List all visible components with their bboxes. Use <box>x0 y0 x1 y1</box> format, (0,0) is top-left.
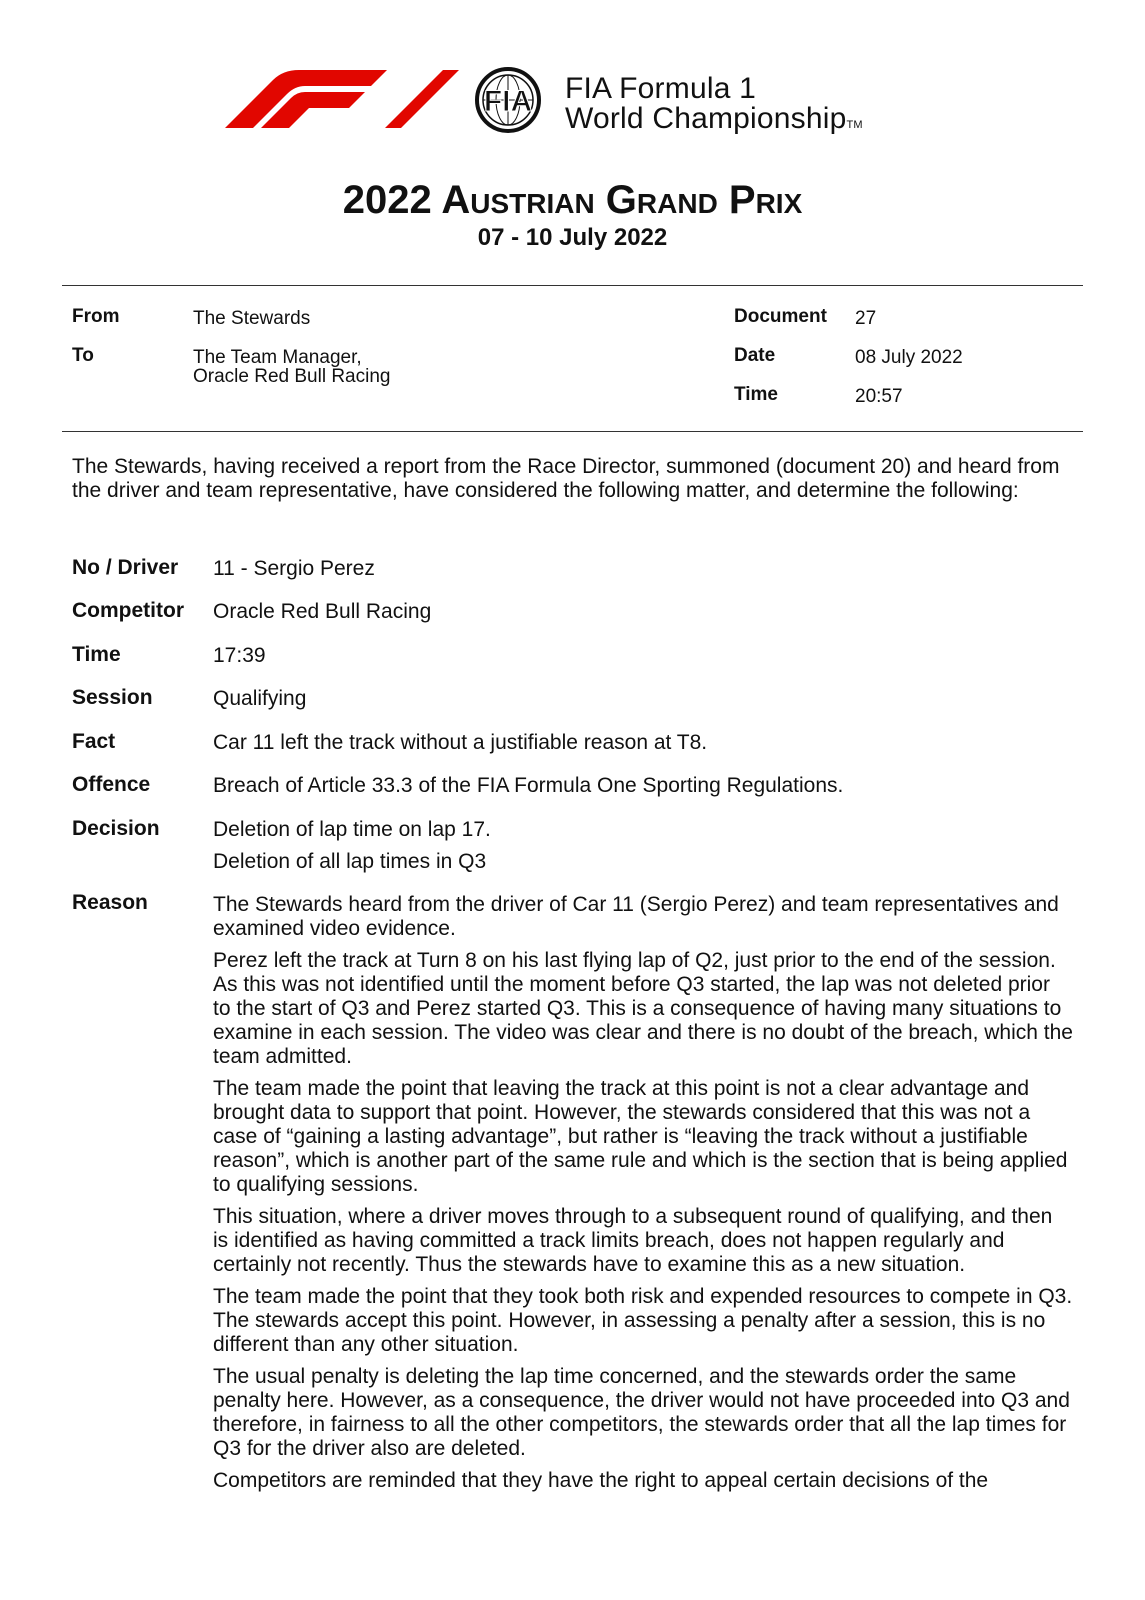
decision-label: Decision <box>72 817 160 840</box>
to-value-line-2: Oracle Red Bull Racing <box>193 366 391 387</box>
fia-f1-logo <box>225 66 925 142</box>
offence-label: Offence <box>72 773 151 796</box>
f1-logo-icon <box>225 66 555 142</box>
session-label: Session <box>72 686 153 709</box>
svg-text:FIA: FIA <box>483 85 533 118</box>
intro-paragraph: The Stewards, having received a report from the Race Director, summoned (document 20) and heard from the driver and team representative, have considered the following matter, and determine the following: <box>72 455 1060 502</box>
decision-line-2: Deletion of all lap times in Q3 <box>213 850 487 873</box>
decision-line-1: Deletion of lap time on lap 17. <box>213 818 491 841</box>
reason-paragraph: The Stewards heard from the driver of Car 11 (Sergio Perez) and team representatives and examined video evidence. <box>213 893 1059 940</box>
race-dates: 07 - 10 July 2022 <box>477 224 668 251</box>
date-value: 08 July 2022 <box>855 347 963 368</box>
reason-paragraph: This situation, where a driver moves through to a subsequent round of qualifying, and then is identified as having committed a track limits breach, does not happen regularly and certainly not recently. Thus the stewards have to examine this as a new situation. <box>213 1205 1053 1276</box>
to-value-line-1: The Team Manager, <box>193 347 362 368</box>
offence-value: Breach of Article 33.3 of the FIA Formula One Sporting Regulations. <box>213 774 844 797</box>
race-title: 2022 Austrian Grand Prix <box>342 178 803 222</box>
session-time-label: Time <box>72 643 121 666</box>
trademark: TM <box>846 119 863 131</box>
reason-paragraph: The usual penalty is deleting the lap time concerned, and the stewards order the same penalty here. However, as a consequence, the driver would not have proceeded into Q3 and therefore, in fairness to all the other competitors, the stewards order that all the lap times for Q3 for the driver also are deleted. <box>213 1365 1070 1460</box>
reason-paragraph: The team made the point that leaving the track at this point is not a clear advantage and brought data to support that point. However, the stewards considered that this was not a case of “gaining a lasting advantage”, but rather is “leaving the track without a justifiable reason”, which is another part of the same rule and which is the section that is being applied to qualifying sessions. <box>213 1077 1068 1196</box>
from-value: The Stewards <box>193 308 311 329</box>
driver-value: 11 - Sergio Perez <box>213 557 375 580</box>
from-label: From <box>72 306 120 327</box>
reason-label: Reason <box>72 891 148 914</box>
reason-paragraph: The team made the point that they took both risk and expended resources to compete in Q3. The stewards accept this point. However, in assessing a penalty after a session, this is no different than any other situation. <box>213 1285 1073 1356</box>
fact-label: Fact <box>72 730 116 753</box>
date-label: Date <box>734 345 776 366</box>
time-label: Time <box>734 384 779 405</box>
competitor-label: Competitor <box>72 599 184 622</box>
logo-line-2: World ChampionshipTM <box>565 102 863 135</box>
title-block <box>0 178 1145 252</box>
logo-line-1: FIA Formula 1 <box>565 72 756 105</box>
reason-paragraph: Competitors are reminded that they have the right to appeal certain decisions of the <box>213 1469 989 1492</box>
competitor-value: Oracle Red Bull Racing <box>213 600 432 623</box>
to-label: To <box>72 345 94 366</box>
time-value: 20:57 <box>855 386 903 407</box>
session-time-value: 17:39 <box>213 644 266 667</box>
championship-wordmark <box>565 74 863 140</box>
document-number: 27 <box>855 308 877 329</box>
fia-seal-icon <box>477 69 539 131</box>
reason-body <box>213 893 1073 1501</box>
driver-label: No / Driver <box>72 556 179 579</box>
reason-paragraph: Perez left the track at Turn 8 on his last flying lap of Q2, just prior to the end of the session. As this was not identified until the moment before Q3 started, the lap was not deleted prior to the start of Q3 and Perez started Q3. This is a consequence of having many situations to examine in each session. The video was clear and there is no doubt of the breach, which the team admitted. <box>213 949 1073 1068</box>
header-rule-top <box>62 285 1083 286</box>
header-rule-bottom <box>62 431 1083 432</box>
session-value: Qualifying <box>213 687 307 710</box>
document-label: Document <box>734 306 827 327</box>
fact-value: Car 11 left the track without a justifiable reason at T8. <box>213 731 708 754</box>
